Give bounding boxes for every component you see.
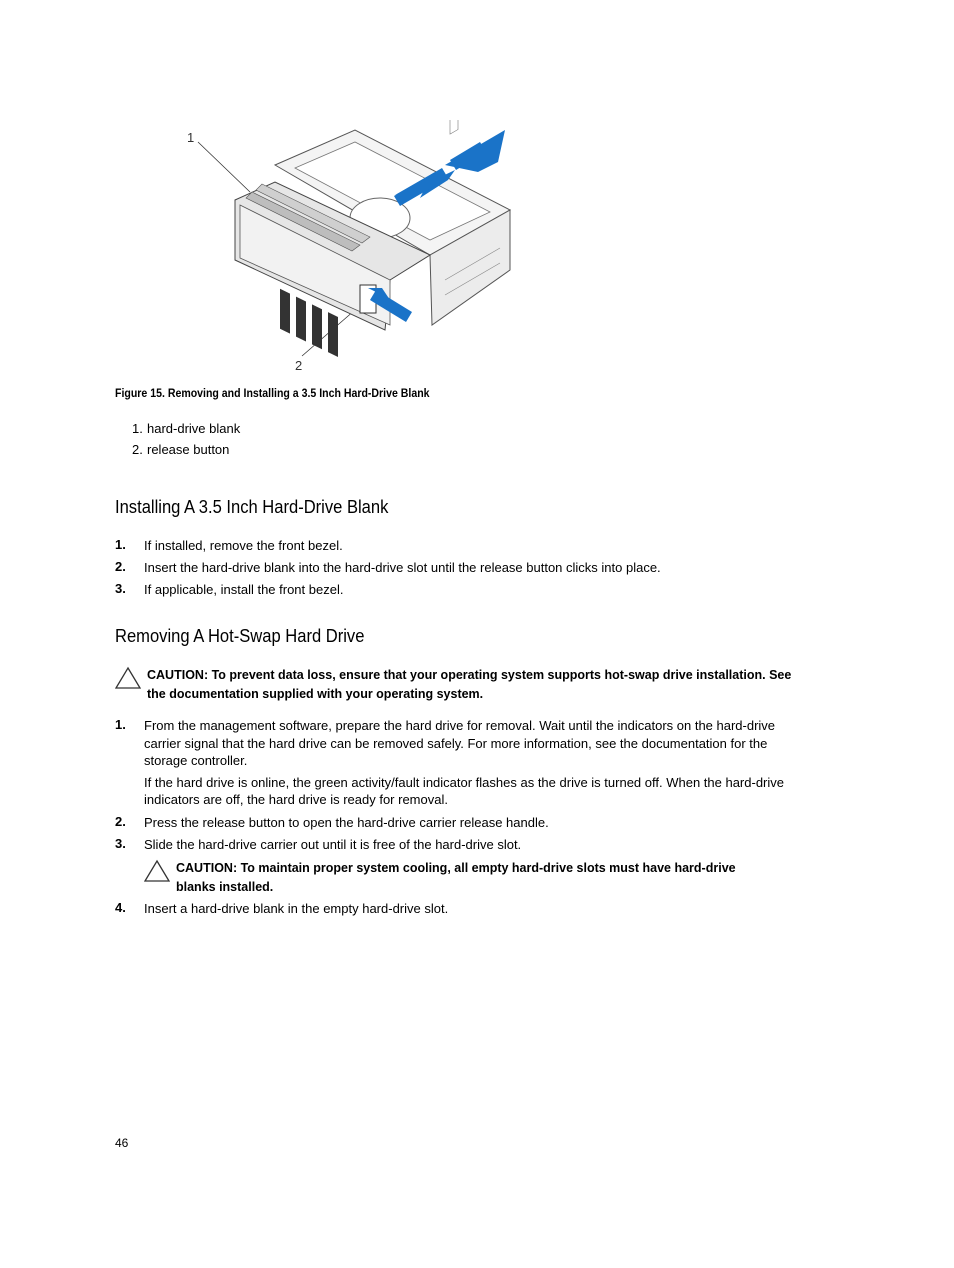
hard-drive-blank-illustration	[180, 120, 520, 380]
step-number: 2.	[115, 559, 126, 574]
step	[115, 559, 815, 577]
callout-2: 2	[295, 358, 303, 373]
step	[115, 900, 795, 918]
page-number: 46	[115, 1136, 129, 1150]
caution-box	[115, 666, 795, 704]
caution-text: CAUTION: To maintain proper system cooling, all empty hard-drive slots must have hard-drive blanks installed.	[176, 861, 736, 894]
step-text: If installed, remove the front bezel.	[144, 538, 343, 553]
step	[115, 836, 795, 854]
step-text: Insert a hard-drive blank in the empty hard-drive slot.	[144, 901, 449, 916]
figure-caption: Figure 15. Removing and Installing a 3.5 Inch Hard-Drive Blank	[115, 386, 430, 400]
legend-text: hard-drive blank	[147, 421, 241, 436]
step-text: Insert the hard-drive blank into the hard-drive slot until the release button clicks into place.	[144, 560, 661, 575]
step-number: 4.	[115, 900, 126, 915]
step-number: 1.	[115, 537, 126, 552]
step-number: 2.	[115, 813, 126, 829]
step	[115, 537, 815, 555]
step	[115, 717, 795, 770]
step-number: 3.	[115, 835, 126, 851]
step-number: 3.	[115, 581, 126, 596]
legend-num: 1.	[132, 421, 143, 436]
remove-section	[115, 666, 795, 918]
legend-item	[132, 418, 240, 439]
callout-1: 1	[187, 130, 195, 145]
caution-box	[144, 859, 795, 897]
step-text: If applicable, install the front bezel.	[144, 582, 344, 597]
step-number: 1.	[115, 717, 126, 732]
step-text: From the management software, prepare the hard drive for removal. Wait until the indicators on the hard-drive carrier signal that the hard drive can be removed safely. For more information, see the documentation for the storage controller.	[144, 718, 776, 768]
legend-text: release button	[147, 442, 230, 457]
step	[115, 814, 795, 832]
figure-legend	[132, 418, 240, 460]
legend-item	[132, 439, 240, 460]
install-steps	[115, 537, 815, 599]
step	[115, 581, 815, 599]
step-note: If the hard drive is online, the green activity/fault indicator flashes as the drive is turned off. When the hard-drive indicators are off, the hard drive is ready for removal.	[144, 774, 784, 807]
caution-icon	[115, 666, 147, 704]
step-text: Slide the hard-drive carrier out until it is free of the hard-drive slot.	[144, 836, 522, 852]
caution-icon	[144, 859, 176, 897]
section-heading-install: Installing A 3.5 Inch Hard-Drive Blank	[115, 497, 389, 517]
step-text: Press the release button to open the hard-drive carrier release handle.	[144, 814, 549, 830]
section-heading-remove: Removing A Hot-Swap Hard Drive	[115, 626, 365, 646]
caution-text: CAUTION: To prevent data loss, ensure that your operating system supports hot-swap drive installation. See the documentation supplied with your operating system.	[147, 668, 792, 701]
legend-num: 2.	[132, 442, 143, 457]
